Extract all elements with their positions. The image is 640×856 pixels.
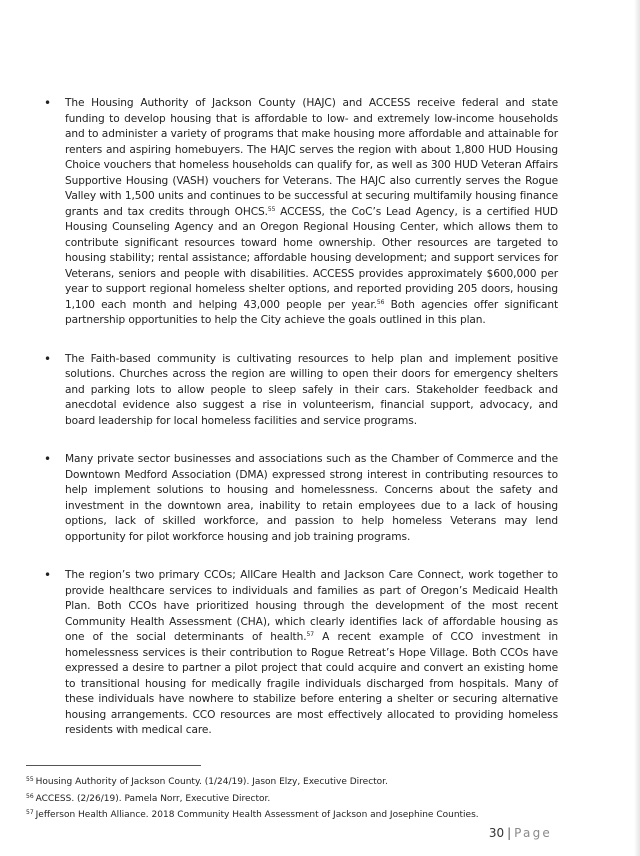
bullet-faith-community xyxy=(44,352,558,430)
footnote-divider xyxy=(26,765,201,766)
bullet-text: Both agencies offer significant partnership opportunities to help the City achieve the goals outlined in this plan. xyxy=(65,298,558,326)
page-separator: | xyxy=(507,826,512,840)
page-footer xyxy=(489,826,552,840)
bullet-dot-icon: • xyxy=(44,568,51,582)
bullet-ccos xyxy=(44,568,558,739)
page-label: Page xyxy=(514,826,552,840)
bullet-text: Many private sector businesses and associations such as the Chamber of Commerce and the Downtown Medford Association (DMA) expressed strong interest in contributing resources to help implement solutions to housing and homelessness. Concerns about the safety and investment in the downtown area, inability to retain employees due to a lack of housing options, lack of skilled workforce, and passion to help homeless Veterans may lend opportunity for pilot workforce housing and job training programs. xyxy=(65,453,558,543)
bullet-dot-icon: • xyxy=(44,96,51,110)
footnote-item xyxy=(26,790,586,807)
bullet-housing-authority xyxy=(44,96,558,329)
bullet-text: The region’s two primary CCOs; AllCare Health and Jackson Care Connect, work together to provide healthcare services to individuals and families as part of Oregon’s Medicaid Health Plan. Both CCOs have prioritized housing through the development of the most recent Community Health Assessment (CHA), which clearly identifies lack of affordable housing as one of the social determinants of health. xyxy=(65,569,558,643)
bullet-text: A recent example of CCO investment in homelessness services is their contribution to Rogue Retreat’s Hope Village. Both CCOs have expressed a desire to partner a pilot project that could acquire and convert an existing home to transitional housing for medically fragile individuals discharged from hospitals. Many of these individuals have nowhere to stabilize before entering a shelter or securing alternative housing arrangements. CCO resources are most effectively allocated to providing homeless residents with medical care. xyxy=(65,631,558,736)
page-number: 30 xyxy=(488,826,505,840)
footnote-text: Housing Authority of Jackson County. (1/24/19). Jason Elzy, Executive Director. xyxy=(35,777,388,787)
footnote-ref-55[interactable]: 55 xyxy=(267,205,276,213)
bullet-text: ACCESS, the CoC’s Lead Agency, is a certified HUD Housing Counseling Agency and an Oregon Regional Housing Center, which allows them to contribute significant resources toward home ownership. Other resources are targeted to housing stability; rental assistance; affordable housing development; and support services for Veterans, seniors and people with disabilities. ACCESS provides approximately $600,000 per year to support regional homeless shelter options, and reported providing 205 doors, housing 1,100 each month and helping 43,000 people per year. xyxy=(65,205,558,311)
footnote-item xyxy=(26,806,586,823)
bullet-dot-icon: • xyxy=(44,351,51,366)
footnote-number: 56 xyxy=(26,792,34,800)
bullet-dot-icon: • xyxy=(44,452,51,466)
document-body xyxy=(44,96,558,762)
bullet-text: The Faith-based community is cultivating resources to help plan and implement positive solutions. Churches across the region are willing to open their doors for emergency shelters and parking lots to allow people to sleep safely in their cars. Stakeholder feedback and anecdotal evidence also suggest a rise in volunteerism, financial support, advocacy, and board leadership for local homeless facilities and service programs. xyxy=(65,352,558,427)
page-edge-shadow xyxy=(634,0,640,856)
footnote-number: 57 xyxy=(26,809,34,816)
footnotes xyxy=(26,773,586,823)
footnote-item xyxy=(26,773,586,790)
footnote-text: ACCESS. (2/26/19). Pamela Norr, Executive Director. xyxy=(35,793,271,804)
footnote-ref-57[interactable]: 57 xyxy=(306,631,314,638)
bullet-private-sector xyxy=(44,452,558,545)
footnote-number: 55 xyxy=(26,776,34,783)
footnote-ref-56[interactable]: 56 xyxy=(376,298,385,306)
footnote-text: Jefferson Health Alliance. 2018 Community Health Assessment of Jackson and Josephine Counties. xyxy=(35,810,479,820)
bullet-text: The Housing Authority of Jackson County (HAJC) and ACCESS receive federal and state funding to develop housing that is affordable to low- and extremely low-income households and to administer a variety of programs that make housing more affordable and attainable for renters and aspiring homebuyers. The HAJC serves the region with about 1,800 HUD Housing Choice vouchers that homeless households can qualify for, as well as 300 HUD Veteran Affairs Supportive Housing (VASH) vouchers for Veterans. The HAJC also currently serves the Rogue Valley with 1,500 units and continues to be successful at securing multifamily housing finance grants and tax credits through OHCS. xyxy=(65,97,558,218)
